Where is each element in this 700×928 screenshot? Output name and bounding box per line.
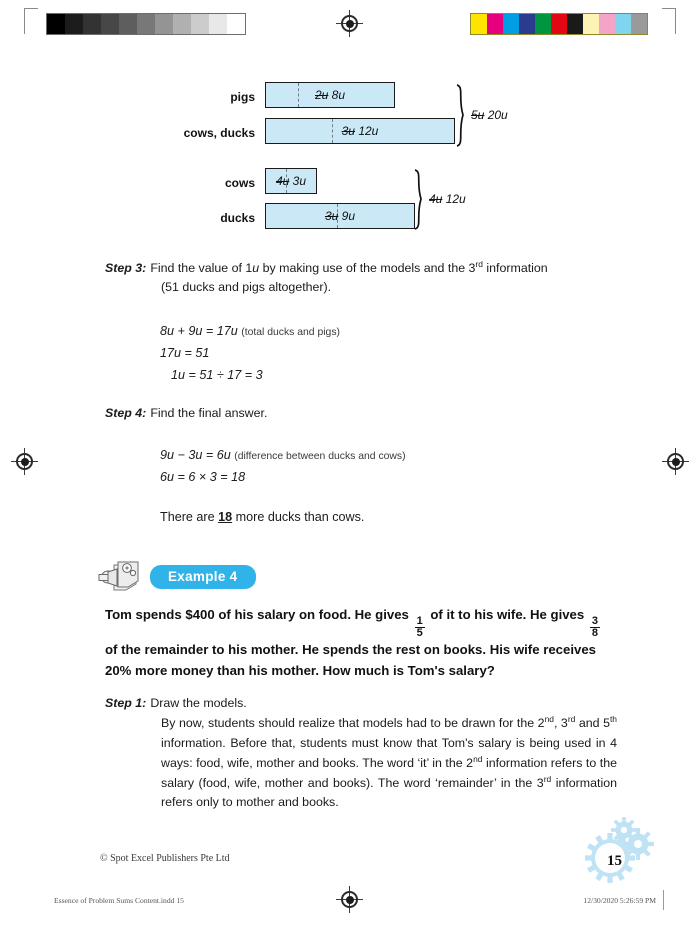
bar-value-text xyxy=(315,88,345,102)
bar-model-row-pigs xyxy=(0,82,700,112)
gray-swatch-4 xyxy=(119,14,137,34)
color-swatch-7 xyxy=(583,14,599,34)
color-swatch-3 xyxy=(519,14,535,34)
registration-target-icon-bottom xyxy=(341,891,358,908)
print-slug-rule xyxy=(663,890,664,910)
step-1-body-a: By now, students should realize that models had to be drawn for the 2 xyxy=(161,716,545,731)
bar-value: 3u xyxy=(292,174,307,188)
equation-main: 6u = 6 × 3 = 18 xyxy=(160,470,246,485)
brace-value: 12u xyxy=(445,192,466,206)
equation-note: (difference between ducks and cows) xyxy=(234,451,406,462)
step-3-line-1 xyxy=(105,258,620,278)
equation-main: 17u = 51 xyxy=(160,346,210,361)
brace-struck-value: 4u xyxy=(429,192,443,206)
registration-target-icon-left xyxy=(16,453,33,470)
bar-model-row-ducks xyxy=(0,203,700,233)
bar-struck-value: 2u xyxy=(314,88,329,102)
bar-value-text xyxy=(276,174,306,188)
step-3-equations xyxy=(160,320,340,386)
gray-swatch-1 xyxy=(65,14,83,34)
bar-divider xyxy=(332,119,333,143)
curly-brace-icon xyxy=(413,169,425,231)
fraction-numerator: 1 xyxy=(416,614,423,627)
color-swatch-5 xyxy=(551,14,567,34)
step-4-block xyxy=(105,404,620,423)
step-3-block xyxy=(105,258,620,298)
step-3-text-a: Find the value of 1 xyxy=(150,261,253,276)
bar-model-diagrams xyxy=(0,68,700,248)
gears-graphic xyxy=(572,812,656,888)
equation-row xyxy=(160,466,406,488)
step-3-tag: Step 3: xyxy=(105,261,147,276)
brace-value: 20u xyxy=(487,108,508,122)
fraction-one-fifth xyxy=(415,616,425,639)
bar-struck-value: 3u xyxy=(324,209,339,223)
step-3-ordinal: rd xyxy=(475,259,483,269)
crop-mark-right xyxy=(675,8,676,34)
step-1-line-1 xyxy=(105,694,617,713)
color-swatch-4 xyxy=(535,14,551,34)
bar-value: 9u xyxy=(341,209,356,223)
brace-group-two xyxy=(413,169,466,231)
ordinal-3rd: rd xyxy=(567,714,576,725)
bar-label-wrap xyxy=(110,168,255,198)
gray-swatch-5 xyxy=(137,14,155,34)
projector-icon xyxy=(96,560,144,594)
gray-swatch-9 xyxy=(209,14,227,34)
color-swatch-1 xyxy=(487,14,503,34)
step-1-body-f: information refers only to mother and books. xyxy=(161,776,617,810)
equation-main: 8u + 9u = 17u xyxy=(160,324,238,338)
color-calibration-bar xyxy=(470,13,648,35)
bar-model-group-two xyxy=(0,168,700,248)
bar-rect xyxy=(265,168,317,194)
equation-row xyxy=(160,342,340,364)
bar-struck-value: 3u xyxy=(341,124,355,138)
fraction-three-eighths xyxy=(590,616,600,639)
bar-value: 12u xyxy=(358,124,379,138)
color-swatch-8 xyxy=(599,14,615,34)
fraction-numerator: 3 xyxy=(591,614,599,627)
bar-label-wrap xyxy=(110,203,255,233)
problem-part-3: of the remainder to his mother. He spends the rest on books. His wife receives 20% more money than his mother. How much is Tom's salary? xyxy=(105,641,597,679)
step-3-line-2: (51 ducks and pigs altogether). xyxy=(161,280,332,295)
bar-divider xyxy=(298,83,299,107)
gray-swatch-7 xyxy=(173,14,191,34)
bar-value-text xyxy=(325,209,355,223)
step-1-body-b: , 3 xyxy=(553,716,568,731)
step-1-body xyxy=(105,713,617,812)
bar-model-row-cows xyxy=(0,168,700,198)
bar-label: cows, ducks xyxy=(183,126,255,140)
gray-swatch-2 xyxy=(83,14,101,34)
brace-struck-value: 5u xyxy=(471,108,485,122)
bar-label-wrap xyxy=(110,118,255,148)
step-3-text-b: by making use of the models and the 3 xyxy=(259,261,476,276)
grayscale-calibration-bar xyxy=(46,13,246,35)
equation-row xyxy=(160,320,340,342)
bar-value-text xyxy=(342,124,379,138)
bar-rect xyxy=(265,118,455,144)
step-1-body-d: information. Before that, students must know that Tom's salary is being used in 4 ways: food, wife, mother and books. The word ‘it’ in the 2 xyxy=(161,735,617,770)
registration-target-icon-right xyxy=(667,453,684,470)
gray-swatch-6 xyxy=(155,14,173,34)
step-4-equations xyxy=(160,444,406,488)
registration-target-icon-top xyxy=(341,15,358,32)
equation-row xyxy=(160,444,406,466)
example-banner-label: Example 4 xyxy=(150,565,256,589)
bar-label: pigs xyxy=(230,90,255,104)
step-4-text: Find the final answer. xyxy=(150,406,268,420)
example-banner xyxy=(96,560,256,594)
problem-part-2: of it to his wife. He gives xyxy=(426,607,588,622)
bar-label: ducks xyxy=(220,211,255,225)
color-swatch-10 xyxy=(631,14,647,34)
bar-label-wrap xyxy=(110,82,255,112)
step-3-text-c: information xyxy=(482,261,548,276)
crop-mark-top-left xyxy=(24,8,38,9)
gears-icon xyxy=(572,812,656,888)
fraction-denominator: 5 xyxy=(416,626,423,639)
step-1-tag: Step 1: xyxy=(105,696,147,710)
print-slug-timestamp: 12/30/2020 5:26:59 PM xyxy=(583,896,656,905)
crop-mark-left xyxy=(24,8,25,34)
curly-brace-icon xyxy=(455,84,467,148)
fraction-denominator: 8 xyxy=(591,626,599,639)
bar-rect xyxy=(265,203,415,229)
equation-main: 9u − 3u = 6u xyxy=(160,448,231,462)
equation-main: 1u = 51 ÷ 17 = 3 xyxy=(171,368,263,383)
color-swatch-2 xyxy=(503,14,519,34)
step-4-conclusion xyxy=(160,506,364,528)
crop-mark-top-right xyxy=(662,8,676,9)
conclusion-value: 18 xyxy=(218,510,233,524)
step-1-body-c: and 5 xyxy=(575,716,610,731)
step-1-block xyxy=(105,694,617,813)
gray-swatch-3 xyxy=(101,14,119,34)
gray-swatch-0 xyxy=(47,14,65,34)
print-slug-filename: Essence of Problem Sums Content.indd 15 xyxy=(54,896,184,905)
page-number: 15 xyxy=(607,853,622,869)
copyright-notice: © Spot Excel Publishers Pte Ltd xyxy=(100,853,230,864)
conclusion-text-b: more ducks than cows. xyxy=(232,510,365,524)
gray-swatch-8 xyxy=(191,14,209,34)
brace-group-one xyxy=(455,84,508,148)
bar-struck-value: 4u xyxy=(275,174,290,188)
color-swatch-0 xyxy=(471,14,487,34)
problem-statement xyxy=(105,604,617,682)
equation-note: (total ducks and pigs) xyxy=(241,327,340,338)
conclusion-text-a: There are xyxy=(160,510,219,524)
ordinal-2nd-b: nd xyxy=(473,753,483,764)
color-swatch-9 xyxy=(615,14,631,34)
equation-row xyxy=(160,364,340,386)
step-1-text: Draw the models. xyxy=(150,696,247,710)
color-swatch-6 xyxy=(567,14,583,34)
bar-value: 8u xyxy=(331,88,346,102)
ordinal-2nd: nd xyxy=(544,714,554,725)
brace-value-text xyxy=(429,192,466,206)
step-3-unit: u xyxy=(252,261,260,276)
brace-value-text xyxy=(471,108,508,122)
ordinal-3rd-b: rd xyxy=(543,774,552,785)
gray-swatch-10 xyxy=(227,14,245,34)
step-4-tag: Step 4: xyxy=(105,406,147,420)
bar-rect xyxy=(265,82,395,108)
problem-part-1: Tom spends $400 of his salary on food. He gives xyxy=(105,607,413,622)
ordinal-5th: th xyxy=(609,714,617,725)
step-4-line-1 xyxy=(105,404,620,423)
bar-model-row-cows-ducks xyxy=(0,118,700,148)
bar-model-group-one xyxy=(0,68,700,144)
bar-label: cows xyxy=(224,176,255,190)
step-1-body-e: information refers to the salary (food, wife, mother and books). The word ‘remainder’ in the 3 xyxy=(161,755,618,791)
